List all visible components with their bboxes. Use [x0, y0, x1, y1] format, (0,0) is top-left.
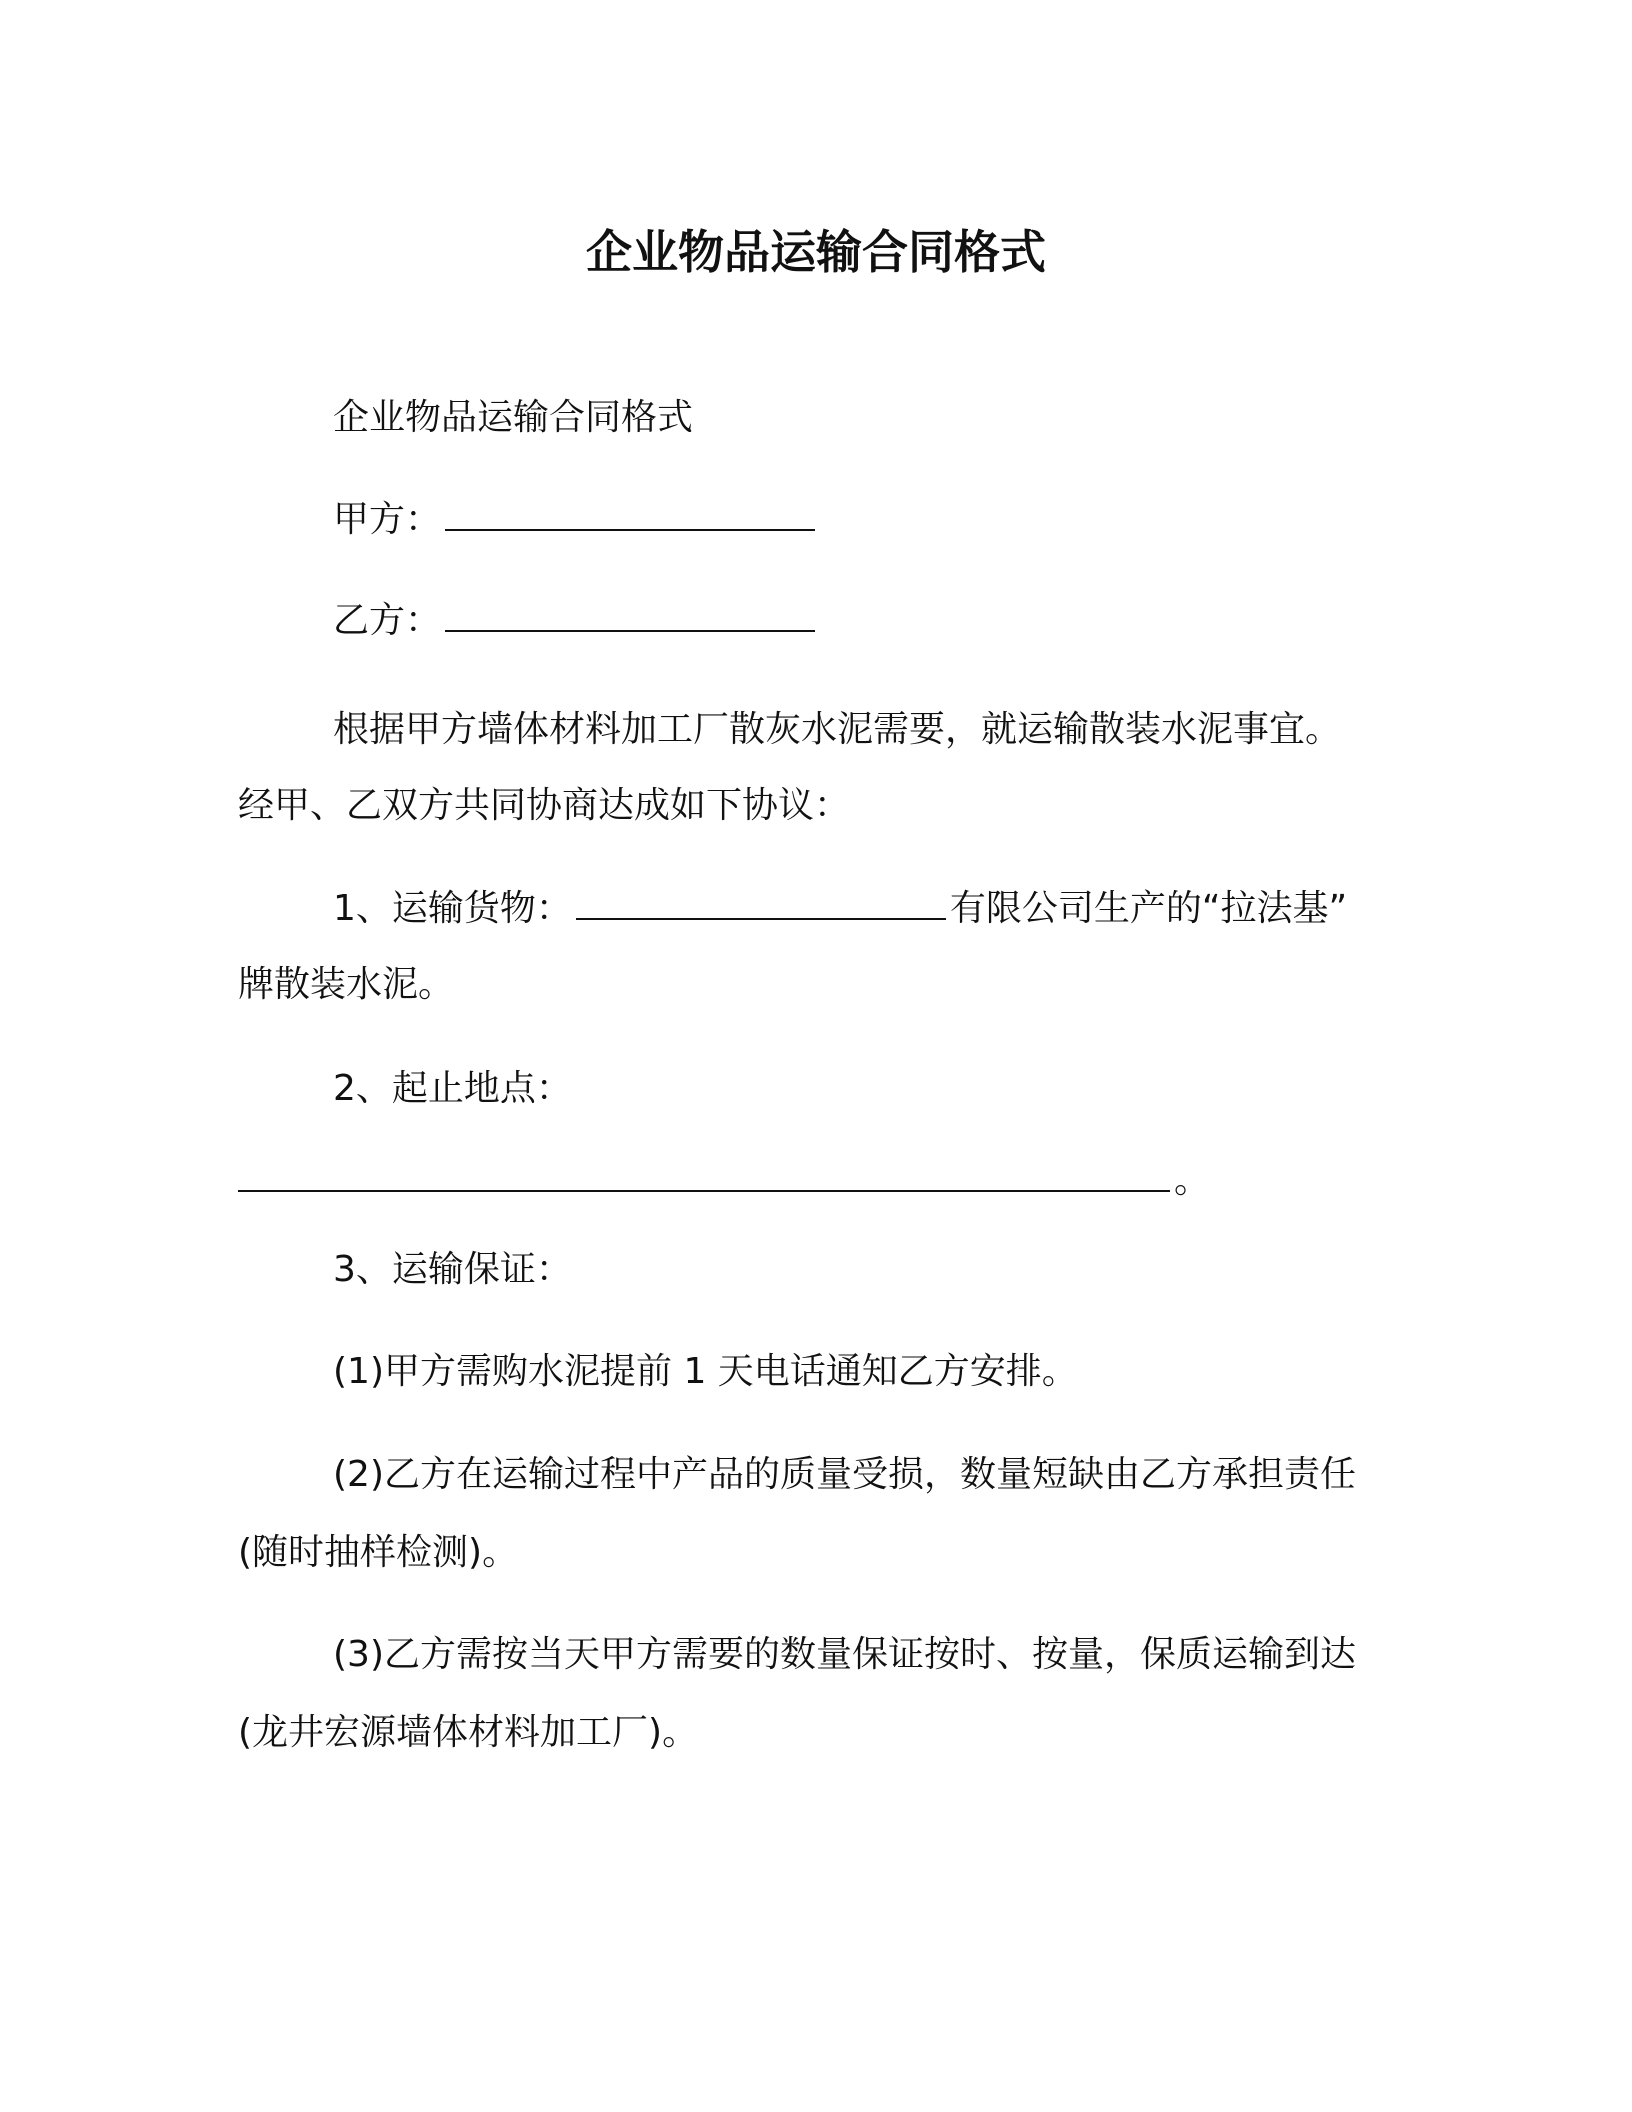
clause-2-line-1: (2)乙方在运输过程中产品的质量受损，数量短缺由乙方承担责任: [333, 1454, 1356, 1495]
clause-2-line-2: (随时抽样检测)。: [238, 1532, 519, 1573]
clause-1: (1)甲方需购水泥提前 1 天电话通知乙方安排。: [333, 1351, 1078, 1392]
party-b-label: 乙方：: [333, 600, 442, 641]
item-1-line-2: 牌散装水泥。: [238, 964, 455, 1005]
intro-line-2: 经甲、乙双方共同协商达成如下协议：: [238, 785, 851, 826]
party-a-label: 甲方：: [333, 499, 442, 540]
item-2-label: 2、起止地点：: [333, 1068, 572, 1109]
item-2-blank-row: [238, 1156, 1210, 1206]
party-a-row: [333, 495, 819, 545]
document-subtitle: 企业物品运输合同格式: [333, 397, 694, 438]
item-1-blank: [576, 884, 946, 920]
party-b-row: [333, 596, 819, 646]
clause-3-line-1: (3)乙方需按当天甲方需要的数量保证按时、按量，保质运输到达: [333, 1634, 1356, 1675]
item-1-suffix: 有限公司生产的“拉法基”: [949, 888, 1348, 929]
item-1-prefix: 1、运输货物：: [333, 888, 572, 929]
clause-3-line-2: (龙井宏源墙体材料加工厂)。: [238, 1712, 699, 1753]
document-title: 企业物品运输合同格式: [586, 225, 1046, 279]
party-b-blank: [445, 596, 815, 632]
item-2-blank: [238, 1156, 1170, 1192]
item-3-label: 3、运输保证：: [333, 1249, 572, 1290]
party-a-blank: [445, 495, 815, 531]
intro-line-1: 根据甲方墙体材料加工厂散灰水泥需要，就运输散装水泥事宜。: [333, 709, 1342, 750]
item-1-row: [333, 884, 1347, 934]
item-2-end: 。: [1174, 1160, 1211, 1201]
